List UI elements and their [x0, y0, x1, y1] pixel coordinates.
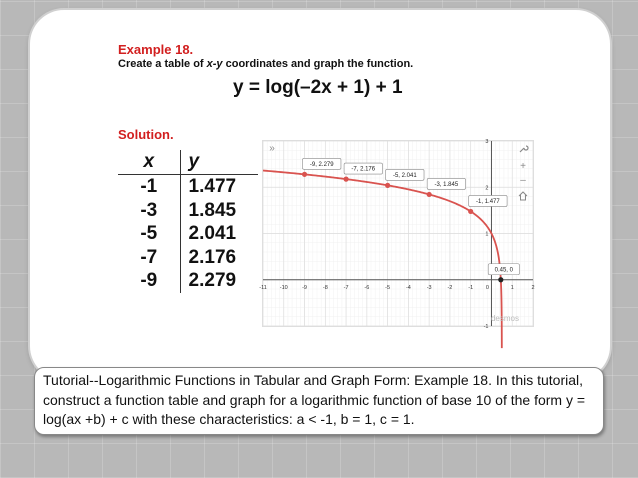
cell-x: -3 — [140, 199, 158, 221]
x-tick-label: -4 — [405, 284, 411, 291]
cell-y: 1.477 — [180, 175, 258, 199]
table-row — [118, 175, 258, 199]
x-tick-label: -10 — [279, 284, 288, 291]
cell-x: -9 — [140, 270, 158, 291]
data-point — [498, 277, 503, 282]
tutorial-caption: Tutorial--Logarithmic Functions in Tabular and Graph Form: Example 18. In this tutorial, construct a function table and graph for a logarithmic function of base 10 of the form y = log(ax +b) + c with these characteristics: a < -1, b = 1, c = 1. — [34, 367, 604, 435]
example-instruction — [118, 58, 413, 70]
cell-x: -7 — [140, 246, 158, 268]
x-tick-label: -3 — [426, 284, 432, 291]
table-row — [118, 222, 258, 246]
graph-panel[interactable] — [259, 139, 535, 330]
point-label: -7, 2.176 — [351, 166, 376, 173]
y-tick-label: -1 — [483, 324, 489, 330]
x-tick-label: -5 — [385, 284, 391, 291]
function-equation: y = log(–2x + 1) + 1 — [233, 77, 403, 98]
instruction-post: coordinates and graph the function. — [222, 58, 414, 70]
function-curve — [263, 171, 502, 349]
header-x: x — [143, 151, 155, 172]
cell-y: 2.279 — [180, 269, 258, 293]
data-point — [343, 177, 348, 182]
point-label: 0.45, 0 — [494, 267, 513, 274]
table-row — [118, 199, 258, 223]
function-graph[interactable] — [259, 139, 535, 330]
solution-label: Solution. — [118, 127, 174, 142]
point-label: -5, 2.041 — [392, 172, 417, 179]
desmos-watermark: desmos — [490, 314, 519, 323]
x-tick-label: -8 — [322, 284, 328, 291]
home-icon[interactable] — [517, 191, 529, 203]
instruction-vars: x-y — [206, 58, 223, 70]
zoom-out-button[interactable]: – — [520, 175, 526, 186]
zoom-in-button[interactable]: + — [520, 161, 526, 172]
wrench-icon[interactable] — [517, 144, 529, 156]
table-header — [118, 150, 258, 175]
y-tick-label: 1 — [485, 231, 489, 238]
cell-y: 2.041 — [180, 222, 258, 246]
x-tick-label: -6 — [364, 284, 370, 291]
x-tick-label: -11 — [259, 284, 267, 291]
table-row — [118, 246, 258, 270]
point-label: -9, 2.279 — [309, 161, 334, 168]
instruction-pre: Create a table of — [118, 58, 207, 70]
data-point — [468, 209, 473, 214]
x-tick-label: 1 — [510, 284, 514, 291]
data-point — [385, 183, 390, 188]
point-label: -1, 1.477 — [476, 199, 500, 206]
cell-y: 1.845 — [180, 199, 258, 223]
table-row — [118, 269, 258, 293]
cell-x: -1 — [140, 176, 158, 197]
y-tick-label: 3 — [485, 139, 489, 145]
double-chevron-right-icon[interactable]: » — [269, 143, 275, 154]
x-tick-label: -2 — [447, 284, 453, 291]
data-point — [302, 172, 307, 177]
x-tick-label: 0 — [485, 284, 489, 291]
point-label: -3, 1.845 — [434, 182, 459, 189]
cell-y: 2.176 — [180, 246, 258, 270]
cell-x: -5 — [140, 223, 158, 244]
data-point — [427, 192, 432, 197]
x-tick-label: -1 — [468, 284, 474, 291]
xy-table — [118, 150, 258, 293]
x-tick-label: -7 — [343, 284, 349, 291]
header-y: y — [180, 150, 258, 174]
x-tick-label: -9 — [302, 284, 307, 291]
y-tick-label: 2 — [485, 185, 489, 192]
example-title: Example 18. — [118, 42, 194, 57]
x-tick-label: 2 — [531, 284, 535, 291]
